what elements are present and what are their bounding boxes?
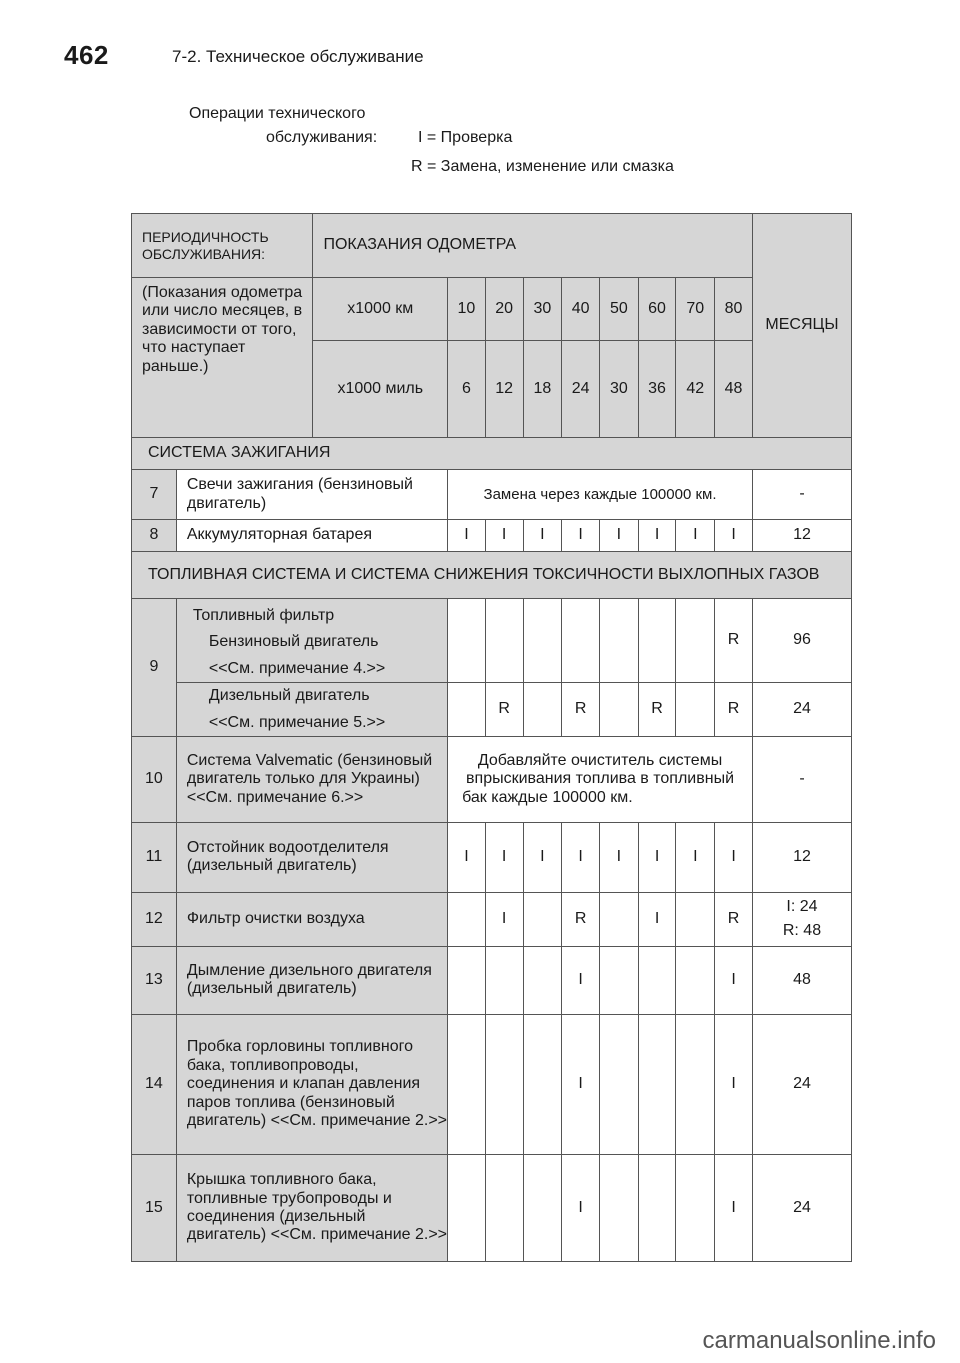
- diesel-engine-label: Дизельный двигатель: [208, 687, 370, 705]
- schedule-cell: [448, 946, 486, 1014]
- schedule-cell: [448, 1154, 486, 1261]
- km-value: 80: [715, 278, 753, 341]
- schedule-cell: [448, 683, 486, 737]
- schedule-cell: I: [485, 822, 523, 892]
- mile-value: 18: [523, 341, 562, 438]
- schedule-cell: I: [715, 520, 753, 552]
- schedule-cell: I: [715, 1014, 753, 1154]
- schedule-cell: [676, 683, 715, 737]
- row-number: 15: [132, 1154, 177, 1261]
- schedule-cell: I: [715, 946, 753, 1014]
- schedule-cell: [448, 1014, 486, 1154]
- schedule-cell: [523, 683, 562, 737]
- months-inspect: I: 24: [786, 898, 818, 916]
- schedule-cell: [599, 1014, 638, 1154]
- schedule-cell: [599, 946, 638, 1014]
- months-value: 24: [752, 683, 851, 737]
- km-value: 30: [523, 278, 562, 341]
- mile-value: 30: [599, 341, 638, 438]
- item-fuel-cap-diesel: Крышка топливного бака, топливные трубопроводы и соединения (дизельный двигатель) <<См. примечание 2.>>: [176, 1154, 447, 1261]
- schedule-cell: I: [676, 520, 715, 552]
- schedule-cell: [562, 599, 600, 683]
- schedule-cell: [485, 946, 523, 1014]
- mile-value: 6: [448, 341, 486, 438]
- mile-value: 36: [638, 341, 676, 438]
- item-fuel-filter: Топливный фильтр: [192, 607, 335, 624]
- watermark: carmanualsonline.info: [702, 1327, 936, 1354]
- schedule-cell: I: [562, 1154, 600, 1261]
- item-air-filter: Фильтр очистки воздуха: [176, 892, 447, 946]
- schedule-cell: I: [599, 822, 638, 892]
- months-value: 24: [752, 1154, 851, 1261]
- schedule-cell: I: [562, 1014, 600, 1154]
- valvematic-interval: Добавляйте очиститель системы впрыскивания топлива в топливный бак каждые 100000 км.: [448, 736, 753, 822]
- schedule-cell: [599, 599, 638, 683]
- km-value: 70: [676, 278, 715, 341]
- schedule-cell: I: [638, 892, 676, 946]
- mile-value: 42: [676, 341, 715, 438]
- schedule-cell: [523, 892, 562, 946]
- schedule-cell: I: [523, 520, 562, 552]
- maintenance-schedule-table: [131, 213, 852, 1262]
- schedule-cell: I: [715, 822, 753, 892]
- periodicity-note: (Показания одометра или число месяцев, в зависимости от того, что наступает раньше.): [132, 278, 313, 438]
- km-value: 40: [562, 278, 600, 341]
- schedule-cell: [599, 1154, 638, 1261]
- months-header: МЕСЯЦЫ: [752, 214, 851, 438]
- section-title: 7-2. Техническое обслуживание: [172, 47, 424, 66]
- schedule-cell: R: [562, 892, 600, 946]
- schedule-cell: R: [638, 683, 676, 737]
- schedule-cell: [638, 1014, 676, 1154]
- schedule-cell: I: [562, 946, 600, 1014]
- row-number: 9: [132, 599, 177, 737]
- months-replace: R: 48: [782, 922, 822, 940]
- row-number: 10: [132, 736, 177, 822]
- km-value: 50: [599, 278, 638, 341]
- row-number: 11: [132, 822, 177, 892]
- schedule-cell: [523, 599, 562, 683]
- row-number: 14: [132, 1014, 177, 1154]
- legend-title-line2: обслуживания:: [266, 129, 378, 146]
- months-value: 48: [752, 946, 851, 1014]
- schedule-cell: R: [562, 683, 600, 737]
- schedule-cell: [676, 1154, 715, 1261]
- mile-value: 24: [562, 341, 600, 438]
- schedule-cell: [523, 1154, 562, 1261]
- months-value: 24: [752, 1014, 851, 1154]
- schedule-cell: [676, 599, 715, 683]
- schedule-cell: I: [448, 520, 486, 552]
- months-value: 12: [752, 822, 851, 892]
- schedule-cell: [599, 892, 638, 946]
- section-fuel-system: ТОПЛИВНАЯ СИСТЕМА И СИСТЕМА СНИЖЕНИЯ ТОКСИЧНОСТИ ВЫХЛОПНЫХ ГАЗОВ: [132, 552, 852, 599]
- schedule-cell: [485, 599, 523, 683]
- schedule-cell: [448, 892, 486, 946]
- schedule-cell: R: [715, 599, 753, 683]
- odometer-header: ПОКАЗАНИЯ ОДОМЕТРА: [313, 214, 752, 278]
- item-battery: Аккумуляторная батарея: [176, 520, 447, 552]
- schedule-cell: [638, 1154, 676, 1261]
- months-value: 12: [752, 520, 851, 552]
- mile-value: 48: [715, 341, 753, 438]
- months-value: 96: [752, 599, 851, 683]
- schedule-cell: [676, 946, 715, 1014]
- schedule-cell: [638, 599, 676, 683]
- item-spark-plugs: Свечи зажигания (бензиновый двигатель): [176, 470, 447, 520]
- section-ignition: СИСТЕМА ЗАЖИГАНИЯ: [132, 438, 852, 470]
- schedule-cell: [523, 1014, 562, 1154]
- schedule-cell: I: [676, 822, 715, 892]
- schedule-cell: I: [715, 1154, 753, 1261]
- item-valvematic: Система Valvematic (бензиновый двигатель только для Украины) <<См. примечание 6.>>: [176, 736, 447, 822]
- schedule-cell: I: [638, 822, 676, 892]
- item-fuel-filter-diesel: [176, 683, 447, 737]
- item-water-separator: Отстойник водоотделителя (дизельный двигатель): [176, 822, 447, 892]
- km-label: x1000 км: [313, 278, 448, 341]
- schedule-cell: I: [562, 822, 600, 892]
- schedule-cell: I: [485, 520, 523, 552]
- km-value: 60: [638, 278, 676, 341]
- schedule-cell: I: [448, 822, 486, 892]
- schedule-cell: [676, 892, 715, 946]
- schedule-cell: [485, 1014, 523, 1154]
- diesel-engine-note: <<См. примечание 5.>>: [208, 713, 386, 731]
- petrol-engine-label: Бензиновый двигатель: [208, 633, 379, 651]
- schedule-cell: [599, 683, 638, 737]
- schedule-cell: I: [523, 822, 562, 892]
- spark-plugs-interval: Замена через каждые 100000 км.: [448, 470, 753, 520]
- months-value: -: [752, 736, 851, 822]
- schedule-cell: [638, 946, 676, 1014]
- schedule-cell: I: [485, 892, 523, 946]
- schedule-cell: [485, 1154, 523, 1261]
- km-value: 10: [448, 278, 486, 341]
- months-value: [752, 892, 851, 946]
- schedule-cell: I: [638, 520, 676, 552]
- schedule-cell: [448, 599, 486, 683]
- months-value: -: [752, 470, 851, 520]
- item-fuel-filter-petrol: [176, 599, 447, 683]
- page-number: 462: [64, 40, 109, 70]
- row-number: 12: [132, 892, 177, 946]
- row-number: 8: [132, 520, 177, 552]
- item-fuel-cap-petrol: Пробка горловины топливного бака, топливопроводы, соединения и клапан давления паров топлива (бензиновый двигатель) <<См. примечание 2.>>: [176, 1014, 447, 1154]
- schedule-cell: [523, 946, 562, 1014]
- schedule-cell: R: [715, 892, 753, 946]
- schedule-cell: [676, 1014, 715, 1154]
- legend-r-definition: R = Замена, изменение или смазка: [411, 158, 674, 175]
- row-number: 13: [132, 946, 177, 1014]
- periodicity-header: ПЕРИОДИЧНОСТЬ ОБСЛУЖИВАНИЯ:: [132, 214, 313, 278]
- row-number: 7: [132, 470, 177, 520]
- legend-title-line1: Операции технического: [189, 105, 366, 122]
- schedule-cell: I: [562, 520, 600, 552]
- km-value: 20: [485, 278, 523, 341]
- mile-label: x1000 миль: [313, 341, 448, 438]
- schedule-cell: R: [715, 683, 753, 737]
- schedule-cell: R: [485, 683, 523, 737]
- petrol-engine-note: <<См. примечание 4.>>: [208, 659, 386, 677]
- mile-value: 12: [485, 341, 523, 438]
- legend-i-definition: I = Проверка: [418, 129, 513, 146]
- item-diesel-smoke: Дымление дизельного двигателя (дизельный двигатель): [176, 946, 447, 1014]
- schedule-cell: I: [599, 520, 638, 552]
